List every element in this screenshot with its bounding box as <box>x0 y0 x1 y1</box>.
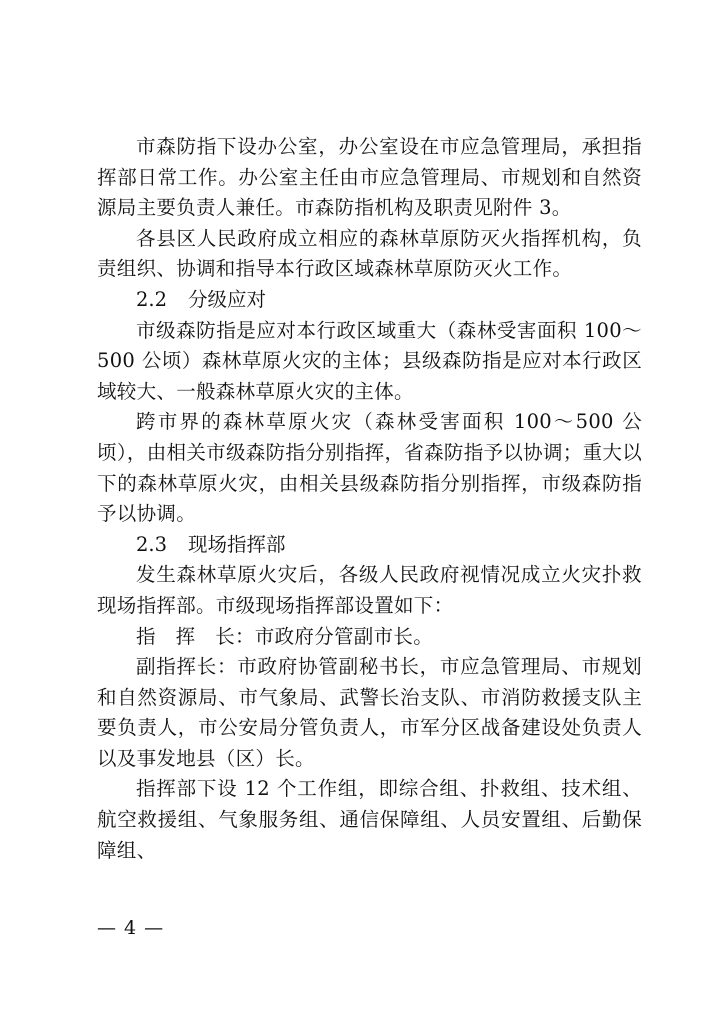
paragraph-deputy-commander: 副指挥长：市政府协管副秘书长，市应急管理局、市规划和自然资源局、市气象局、武警长治支队、市消防救援支队主要负责人，市公安局分管负责人，市军分区战备建设处负责人以及事发地县（区）长。 <box>97 655 642 770</box>
section-heading-2-2 <box>97 285 642 316</box>
paragraph-cross-boundary: 跨市界的森林草原火灾（森林受害面积 100～500 公顷），由相关市级森防指分别指挥，省森防指予以协调；重大以下的森林草原火灾，由相关县级森防指分别指挥，市级森防指予以协调。 <box>97 410 642 526</box>
section-number: 2.2 <box>136 287 168 311</box>
paragraph-commander: 指 挥 长：市政府分管副市长。 <box>136 624 434 648</box>
paragraph-level-response: 市级森防指是应对本行政区域重大（森林受害面积 100～500 公顷）森林草原火灾的主体；县级森防指是应对本行政区域较大、一般森林草原火灾的主体。 <box>97 318 642 403</box>
section-heading-2-3 <box>97 530 642 561</box>
paragraph-county-agencies: 各县区人民政府成立相应的森林草原防灭火指挥机构，负责组织、协调和指导本行政区域森林草原防灭火工作。 <box>97 226 642 281</box>
section-title: 分级应对 <box>188 287 267 311</box>
section-title: 现场指挥部 <box>188 532 286 556</box>
section-number: 2.3 <box>136 532 168 556</box>
paragraph-working-groups: 指挥部下设 12 个工作组，即综合组、扑救组、技术组、航空救援组、气象服务组、通信保障组、人员安置组、后勤保障组、 <box>97 777 642 862</box>
paragraph-field-command: 发生森林草原火灾后，各级人民政府视情况成立火灾扑救现场指挥部。市级现场指挥部设置如下： <box>97 563 642 617</box>
paragraph-office: 市森防指下设办公室，办公室设在市应急管理局，承担指挥部日常工作。办公室主任由市应急管理局、市规划和自然资源局主要负责人兼任。市森防指机构及职责见附件 3。 <box>97 135 642 220</box>
document-body <box>97 132 642 866</box>
page-number: — 4 — <box>97 917 165 939</box>
